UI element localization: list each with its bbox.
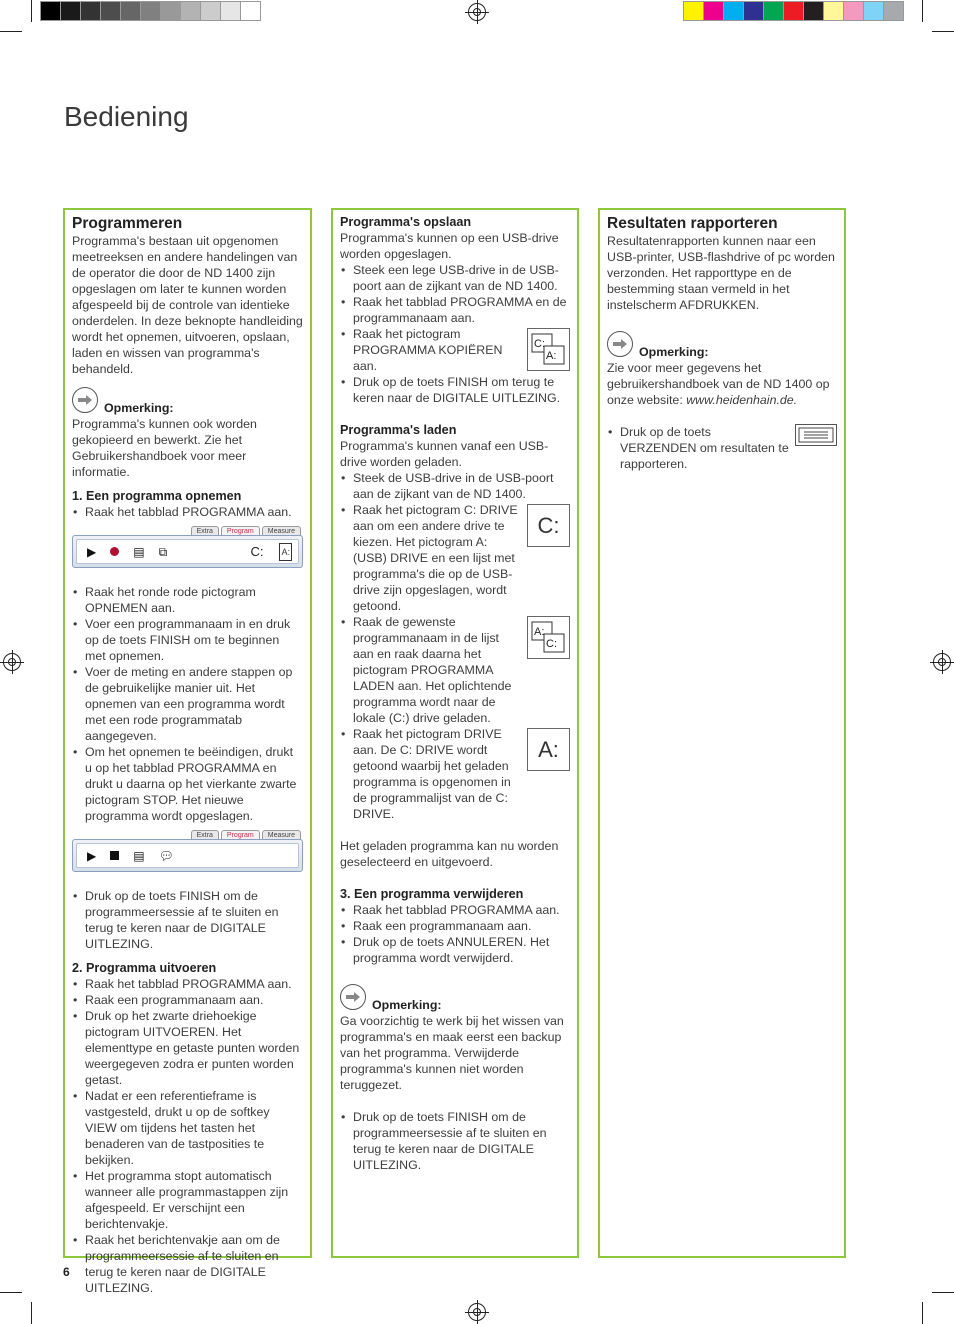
list-item-text: • Druk op de toets VERZENDEN om resultaten te rapporteren. xyxy=(620,425,789,471)
stop-icon xyxy=(110,851,119,860)
icon-a-text: A: xyxy=(545,349,556,362)
list-item xyxy=(340,614,570,726)
color-swatch xyxy=(220,1,241,21)
list-item: • Raak het tabblad PROGRAMMA en de programmanaam aan. xyxy=(340,294,570,326)
list-icon: ▤ xyxy=(133,544,145,559)
color-swatch xyxy=(883,1,904,21)
color-swatch xyxy=(823,1,844,21)
tab-extra: Extra xyxy=(191,830,219,840)
a-drive-icon: A: xyxy=(527,728,570,771)
paragraph: Het geladen programma kan nu worden geselecteerd en uitgevoerd. xyxy=(340,839,559,869)
subsection-heading: Programma's opslaan xyxy=(340,215,472,229)
color-swatch xyxy=(200,1,221,21)
color-swatch xyxy=(40,1,61,21)
note-text-body: Zie voor meer gegevens het gebruikershandboek van de ND 1400 op onze website: xyxy=(607,361,830,407)
crop-mark xyxy=(922,1302,923,1324)
icon-a-text: A: xyxy=(533,625,544,638)
list-item: • Druk op het zwarte driehoekige pictogram UITVOEREN. Het elementtype en getaste punten worden weergegeven zodra er punten worden getast. xyxy=(72,1008,303,1088)
list-item: • Druk op de toets FINISH om de programmeersessie af te sluiten en terug te keren naar de DIGITALE UITLEZING. xyxy=(72,888,303,952)
color-swatch xyxy=(180,1,201,21)
subsection-heading: 1. Een programma opnemen xyxy=(72,489,242,503)
page-number: 6 xyxy=(63,1265,70,1279)
list-item: • Raak een programmanaam aan. xyxy=(340,918,570,934)
list-item: • Raak het tabblad PROGRAMMA aan. xyxy=(72,976,303,992)
list-item: • Om het opnemen te beëindigen, drukt u op het tabblad PROGRAMMA en drukt u daarna op het vierkante zwarte pictogram STOP. Het nieuwe programma wordt opgeslagen. xyxy=(72,744,303,824)
tab-extra: Extra xyxy=(191,526,219,536)
list-item: • Raak een programmanaam aan. xyxy=(72,992,303,1008)
play-icon: ▶ xyxy=(87,848,97,863)
color-calibration-bar xyxy=(683,1,903,21)
crop-mark xyxy=(922,0,923,22)
grayscale-calibration-bar xyxy=(40,1,260,21)
color-swatch xyxy=(140,1,161,21)
crop-mark xyxy=(31,1302,32,1324)
list-item xyxy=(340,502,570,614)
tab-measure: Measure xyxy=(262,830,301,840)
color-swatch xyxy=(863,1,884,21)
list-item: • Raak het ronde rode pictogram OPNEMEN aan. xyxy=(72,584,303,616)
icon-c-text: C: xyxy=(533,337,545,350)
color-swatch xyxy=(683,1,704,21)
color-swatch xyxy=(120,1,141,21)
icon-c-text: C: xyxy=(545,637,557,650)
list-item xyxy=(340,326,570,374)
note-text: Ga voorzichtig te werk bij het wissen van programma's en maak eerst een backup van het programma. Verwijderde programma's kunnen niet worden teruggezet. xyxy=(340,1014,564,1092)
color-swatch xyxy=(843,1,864,21)
copy-program-icon: A: xyxy=(279,543,292,561)
color-swatch xyxy=(763,1,784,21)
record-icon xyxy=(110,547,119,556)
list-item-text: • Raak de gewenste programmanaam in de lijst aan en raak daarna het pictogram PROGRAMMA LADEN aan. Het oplichtende programma wordt naar de lokale (C:) drive geladen. xyxy=(353,615,512,725)
crop-mark xyxy=(0,31,22,32)
list-item: • Raak het berichtenvakje aan om de programmeersessie af te sluiten en terug te keren naar de DIGITALE UITLEZING. xyxy=(72,1232,303,1296)
color-swatch xyxy=(60,1,81,21)
note-label: Opmerking: xyxy=(372,998,442,1012)
list-item: • Het programma stopt automatisch wanneer alle programmastappen zijn afgespeeld. Er verschijnt een berichtenvakje. xyxy=(72,1168,303,1232)
list-item-text: • Raak het pictogram C: DRIVE aan om een andere drive te kiezen. Het pictogram A: (USB) DRIVE en een lijst met programma's die op de USB-drive zijn opgeslagen, wordt getoond. xyxy=(353,503,518,613)
registration-mark-icon xyxy=(3,653,21,671)
color-swatch xyxy=(240,1,261,21)
send-report-icon xyxy=(795,424,837,446)
arrow-right-icon xyxy=(72,387,98,413)
crop-mark xyxy=(31,0,32,22)
crop-mark xyxy=(932,1292,954,1293)
list-item: • Druk op de toets FINISH om de programmeersessie af te sluiten en terug te keren naar de DIGITALE UITLEZING. xyxy=(340,1109,570,1173)
color-swatch xyxy=(703,1,724,21)
list-item xyxy=(607,424,837,472)
list-item: • Voer de meting en andere stappen op de gebruikelijke manier uit. Het opnemen van een programma wordt met een rode programmatab aangegeven. xyxy=(72,664,303,744)
section-heading: Resultaten rapporteren xyxy=(607,215,778,232)
list-item: • Raak het tabblad PROGRAMMA aan. xyxy=(72,504,303,520)
registration-mark-icon xyxy=(933,653,951,671)
list-item xyxy=(340,726,570,822)
copy-icon: ⧉ xyxy=(158,544,168,559)
arrow-right-icon xyxy=(607,331,633,357)
color-swatch xyxy=(723,1,744,21)
crop-mark xyxy=(0,1292,22,1293)
note-text xyxy=(607,360,837,408)
website-link[interactable]: www.heidenhain.de. xyxy=(686,393,798,407)
note-label: Opmerking: xyxy=(104,401,174,415)
list-item: • Druk op de toets ANNULEREN. Het programma wordt verwijderd. xyxy=(340,934,570,966)
c-drive-icon: C: xyxy=(527,504,570,547)
play-icon: ▶ xyxy=(87,544,97,559)
list-item-text: • Raak het pictogram PROGRAMMA KOPIËREN aan. xyxy=(353,327,503,373)
color-swatch xyxy=(783,1,804,21)
drive-icon: C: xyxy=(250,543,264,559)
subsection-heading: 3. Een programma verwijderen xyxy=(340,887,524,901)
list-item: • Druk op de toets FINISH om terug te keren naar de DIGITALE UITLEZING. xyxy=(340,374,570,406)
list-item-text: • Raak het pictogram DRIVE aan. De C: DRIVE wordt getoond waarbij het geladen programma is opgenomen in de programmalijst van de C: DRIVE. xyxy=(353,727,511,821)
intro-paragraph: Resultatenrapporten kunnen naar een USB-printer, USB-flashdrive of pc worden verzonden. Het rapporttype en de bestemming staan vermeld in het instelscherm AFDRUKKEN. xyxy=(607,234,835,312)
list-item: • Steek de USB-drive in de USB-poort aan de zijkant van de ND 1400. xyxy=(340,470,570,502)
registration-mark-icon xyxy=(468,3,486,21)
intro-paragraph: Programma's bestaan uit opgenomen meetreeksen en andere handelingen van de operator die door de ND 1400 zijn opgeslagen om later te kunnen worden afgespeeld bij de controle van identieke onderdelen. In deze beknopte handleiding wordt het opnemen, uitvoeren, opslaan, laden en wissen van programma's behandeld. xyxy=(72,234,303,376)
list-icon: ▤ xyxy=(133,848,145,863)
subsection-heading: 2. Programma uitvoeren xyxy=(72,961,217,975)
tab-program: Program xyxy=(221,526,260,536)
page-title: Bediening xyxy=(64,101,189,132)
note-label: Opmerking: xyxy=(639,345,709,359)
message-icon: 💬︎ xyxy=(158,848,174,863)
save-load-column xyxy=(331,208,579,1258)
note-text: Programma's kunnen ook worden gekopieerd en bewerkt. Zie het Gebruikershandboek voor meer informatie. xyxy=(72,417,257,479)
section-heading: Programmeren xyxy=(72,215,183,232)
arrow-right-icon xyxy=(340,984,366,1010)
program-toolbar-screenshot xyxy=(72,830,303,876)
color-swatch xyxy=(743,1,764,21)
tab-program: Program xyxy=(221,830,260,840)
color-swatch xyxy=(160,1,181,21)
list-item: • Raak het tabblad PROGRAMMA aan. xyxy=(340,902,570,918)
registration-mark-icon xyxy=(468,1303,486,1321)
paragraph: Programma's kunnen op een USB-drive worden opgeslagen. xyxy=(340,231,559,261)
list-item: • Voer een programmanaam in en druk op de toets FINISH om te beginnen met opnemen. xyxy=(72,616,303,664)
subsection-heading: Programma's laden xyxy=(340,423,457,437)
programming-column xyxy=(63,208,312,1295)
report-column xyxy=(598,208,846,1258)
color-swatch xyxy=(803,1,824,21)
color-swatch xyxy=(80,1,101,21)
copy-program-icon xyxy=(527,328,570,371)
note-header xyxy=(607,331,837,360)
note-header xyxy=(72,387,303,416)
note-header xyxy=(340,984,570,1013)
color-swatch xyxy=(100,1,121,21)
list-item: • Steek een lege USB-drive in de USB-poort aan de zijkant van de ND 1400. xyxy=(340,262,570,294)
load-program-icon xyxy=(527,616,570,659)
program-toolbar-screenshot xyxy=(72,526,303,572)
paragraph: Programma's kunnen vanaf een USB-drive worden geladen. xyxy=(340,439,549,469)
crop-mark xyxy=(932,31,954,32)
list-item: • Nadat er een referentieframe is vastgesteld, drukt u op de softkey VIEW om tijdens het tasten het benaderen van de tastposities te bekijken. xyxy=(72,1088,303,1168)
tab-measure: Measure xyxy=(262,526,301,536)
